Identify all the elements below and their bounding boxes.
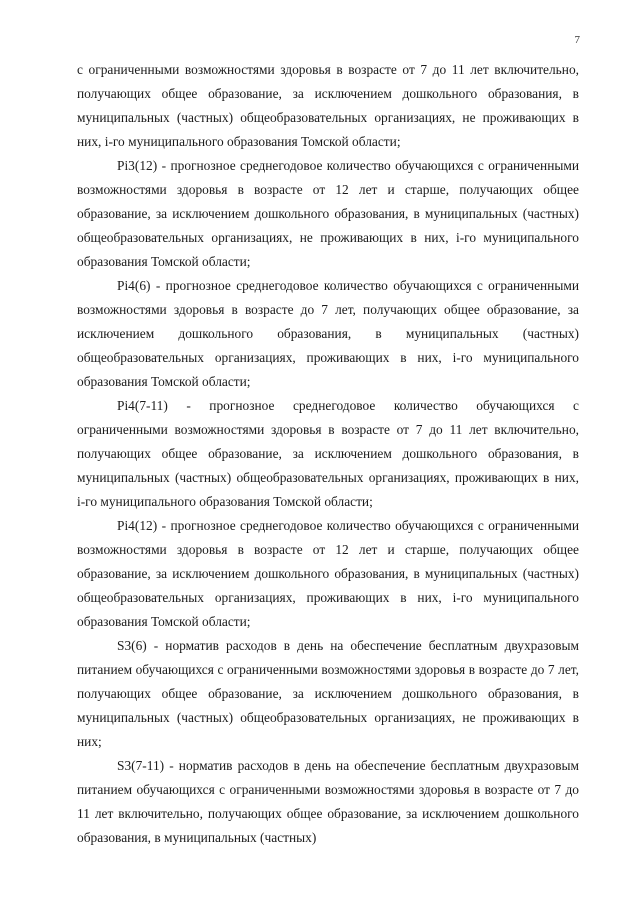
paragraph-pi4-6: Pi4(6) - прогнозное среднегодовое количество обучающихся с ограниченными возможностями здоровья в возрасте до 7 лет, получающих общее образование, за исключением дошкольного образования, в муниципальных (частных) общеобразовательных организациях, проживающих в них, i-го муниципального образования Томской области;: [77, 278, 579, 389]
page-number: 7: [574, 34, 580, 46]
document-body: [77, 58, 579, 850]
paragraph-continuation: с ограниченными возможностями здоровья в возрасте от 7 до 11 лет включительно, получающих общее образование, за исключением дошкольного образования, в муниципальных (частных) общеобразовательных организациях, не проживающих в них, i-го муниципального образования Томской области;: [77, 62, 579, 149]
paragraph-pi4-7-11: Pi4(7-11) - прогнозное среднегодовое количество обучающихся с ограниченными возможностями здоровья в возрасте от 7 до 11 лет включительно, получающих общее образование, за исключением дошкольного образования, в муниципальных (частных) общеобразовательных организациях, проживающих в них, i-го муниципального образования Томской области;: [77, 398, 579, 509]
paragraph-s3-6: S3(6) - норматив расходов в день на обеспечение бесплатным двухразовым питанием обучающихся с ограниченными возможностями здоровья в возрасте до 7 лет, получающих общее образование, за исключением дошкольного образования, в муниципальных (частных) общеобразовательных организациях, не проживающих в них;: [77, 638, 579, 749]
paragraph-pi4-12: Pi4(12) - прогнозное среднегодовое количество обучающихся с ограниченными возможностями здоровья в возрасте от 12 лет и старше, получающих общее образование, за исключением дошкольного образования, в муниципальных (частных) общеобразовательных организациях, проживающих в них, i-го муниципального образования Томской области;: [77, 518, 579, 629]
paragraph-s3-7-11: S3(7-11) - норматив расходов в день на обеспечение бесплатным двухразовым питанием обучающихся с ограниченными возможностями здоровья в возрасте от 7 до 11 лет включительно, получающих общее образование, за исключением дошкольного образования, в муниципальных (частных): [77, 758, 579, 845]
paragraph-pi3-12: Pi3(12) - прогнозное среднегодовое количество обучающихся с ограниченными возможностями здоровья в возрасте от 12 лет и старше, получающих общее образование, за исключением дошкольного образования, в муниципальных (частных) общеобразовательных организациях, не проживающих в них, i-го муниципального образования Томской области;: [77, 158, 579, 269]
